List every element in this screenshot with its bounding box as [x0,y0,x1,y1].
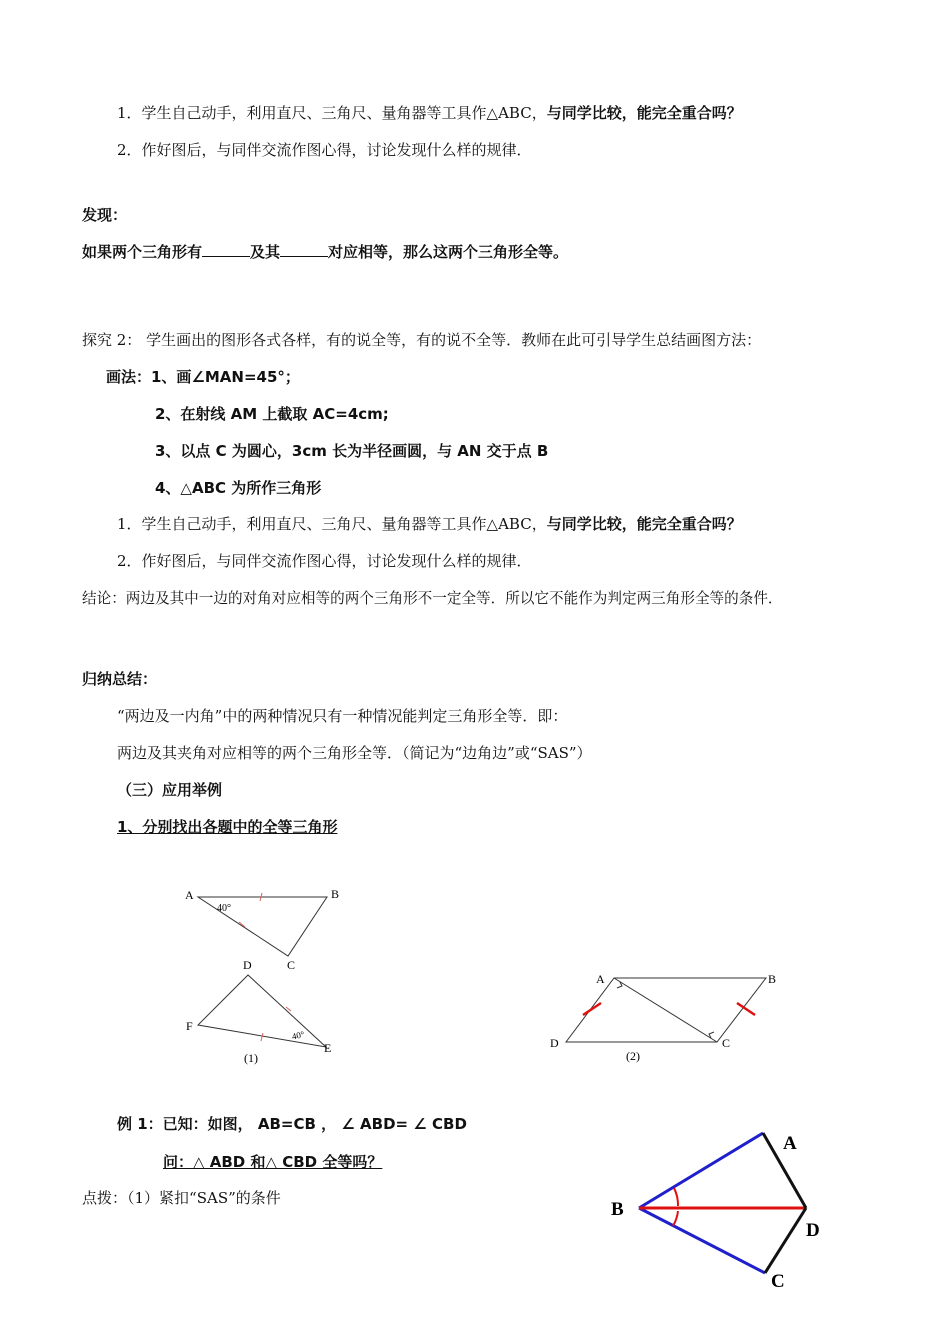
summary-line-2: 两边及其夹角对应相等的两个三角形全等．（简记为“边角边”或“SAS”） [117,744,592,762]
diagonal-ac [614,978,717,1042]
step2-line: 2．作好图后，与同伴交流作图心得，讨论发现什么样的规律． [117,141,532,159]
fig2-label-b: B [768,972,777,986]
fig1-label-e: E [324,1041,332,1055]
method-step-1: 画法：1、画∠MAN=45°； [106,368,300,386]
fig2-label-a: A [596,972,605,986]
fig3-label-a: A [783,1133,797,1154]
angle-arc-cbd [673,1211,678,1226]
step1-text: 1．学生自己动手，利用直尺、三角尺、量角器等工具作△ABC， [117,104,547,122]
fig3-label-d: D [806,1220,820,1241]
step1-bold-text: 与同学比较，能完全重合吗？ [546,104,742,122]
method-step-4: 4、△ABC 为所作三角形 [155,479,322,497]
example1-question: 问：△ ABD 和△ CBD 全等吗？ [163,1153,383,1171]
fig3-label-c: C [771,1271,785,1292]
fig1-caption: (1) [244,1051,258,1065]
fig1-angle-e: 40° [290,1029,306,1042]
fill-blank-2[interactable] [280,242,328,257]
figure-2-parallelogram [540,965,790,1070]
step3-text: 1．学生自己动手，利用直尺、三角尺、量角器等工具作△ABC， [117,515,547,533]
summary-line-1: “两边及一内角”中的两种情况只有一种情况能判定三角形全等．即： [117,707,568,725]
example1-given: 例 1：已知：如图， AB=CB ， ∠ ABD= ∠ CBD [117,1115,467,1133]
fig1-label-f: F [186,1019,193,1033]
fig2-label-d: D [550,1036,559,1050]
discover-part-2: 及其 [250,243,281,261]
summary-title: 归纳总结： [82,670,158,688]
section-heading-application: （三）应用举例 [117,781,223,799]
discover-part-3: 对应相等，那么这两个三角形全等。 [328,243,569,261]
segment-bc [639,1208,765,1273]
discover-title: 发现： [82,206,128,224]
explore2-paragraph: 探究 2： 学生画出的图形各式各样，有的说全等，有的说不全等．教师在此可引导学生总结画图方法： [82,331,762,349]
method-step-2: 2、在射线 AM 上截取 AC=4cm; [155,405,389,423]
method-step-3: 3、以点 C 为圆心，3cm 长为半径画圆，与 AN 交于点 B [155,442,549,460]
fig1-label-d: D [243,958,252,972]
segment-dc [765,1208,806,1273]
angle-arc-abd [674,1188,678,1206]
step3-bold-text: 与同学比较，能完全重合吗？ [546,515,742,533]
segment-ba [639,1133,763,1208]
tick-mark-ad [583,1003,601,1015]
fig3-label-b: B [611,1199,624,1220]
fill-blank-1[interactable] [202,242,250,257]
fig2-caption: (2) [626,1049,640,1063]
task1-heading: 1、分别找出各题中的全等三角形 [117,818,338,836]
discover-sentence [82,242,568,262]
fig1-angle-a: 40° [217,903,231,914]
step3-line [117,514,742,534]
fig1-label-c: C [287,958,296,972]
figure-3-kite [600,1120,840,1300]
figure-1-triangles [170,880,350,1070]
step1-line [117,103,742,123]
fig2-label-c: C [722,1036,731,1050]
tick-mark-fe [261,1033,263,1041]
conclusion-paragraph: 结论：两边及其中一边的对角对应相等的两个三角形不一定全等．所以它不能作为判定两三角形全等的条件． [82,590,783,607]
fig1-label-a: A [185,888,194,902]
fig1-label-b: B [331,887,340,901]
hint-line: 点拨：（1）紧扣“SAS”的条件 [82,1189,281,1207]
step4-line: 2．作好图后，与同伴交流作图心得，讨论发现什么样的规律． [117,552,532,570]
discover-part-1: 如果两个三角形有 [82,243,203,261]
